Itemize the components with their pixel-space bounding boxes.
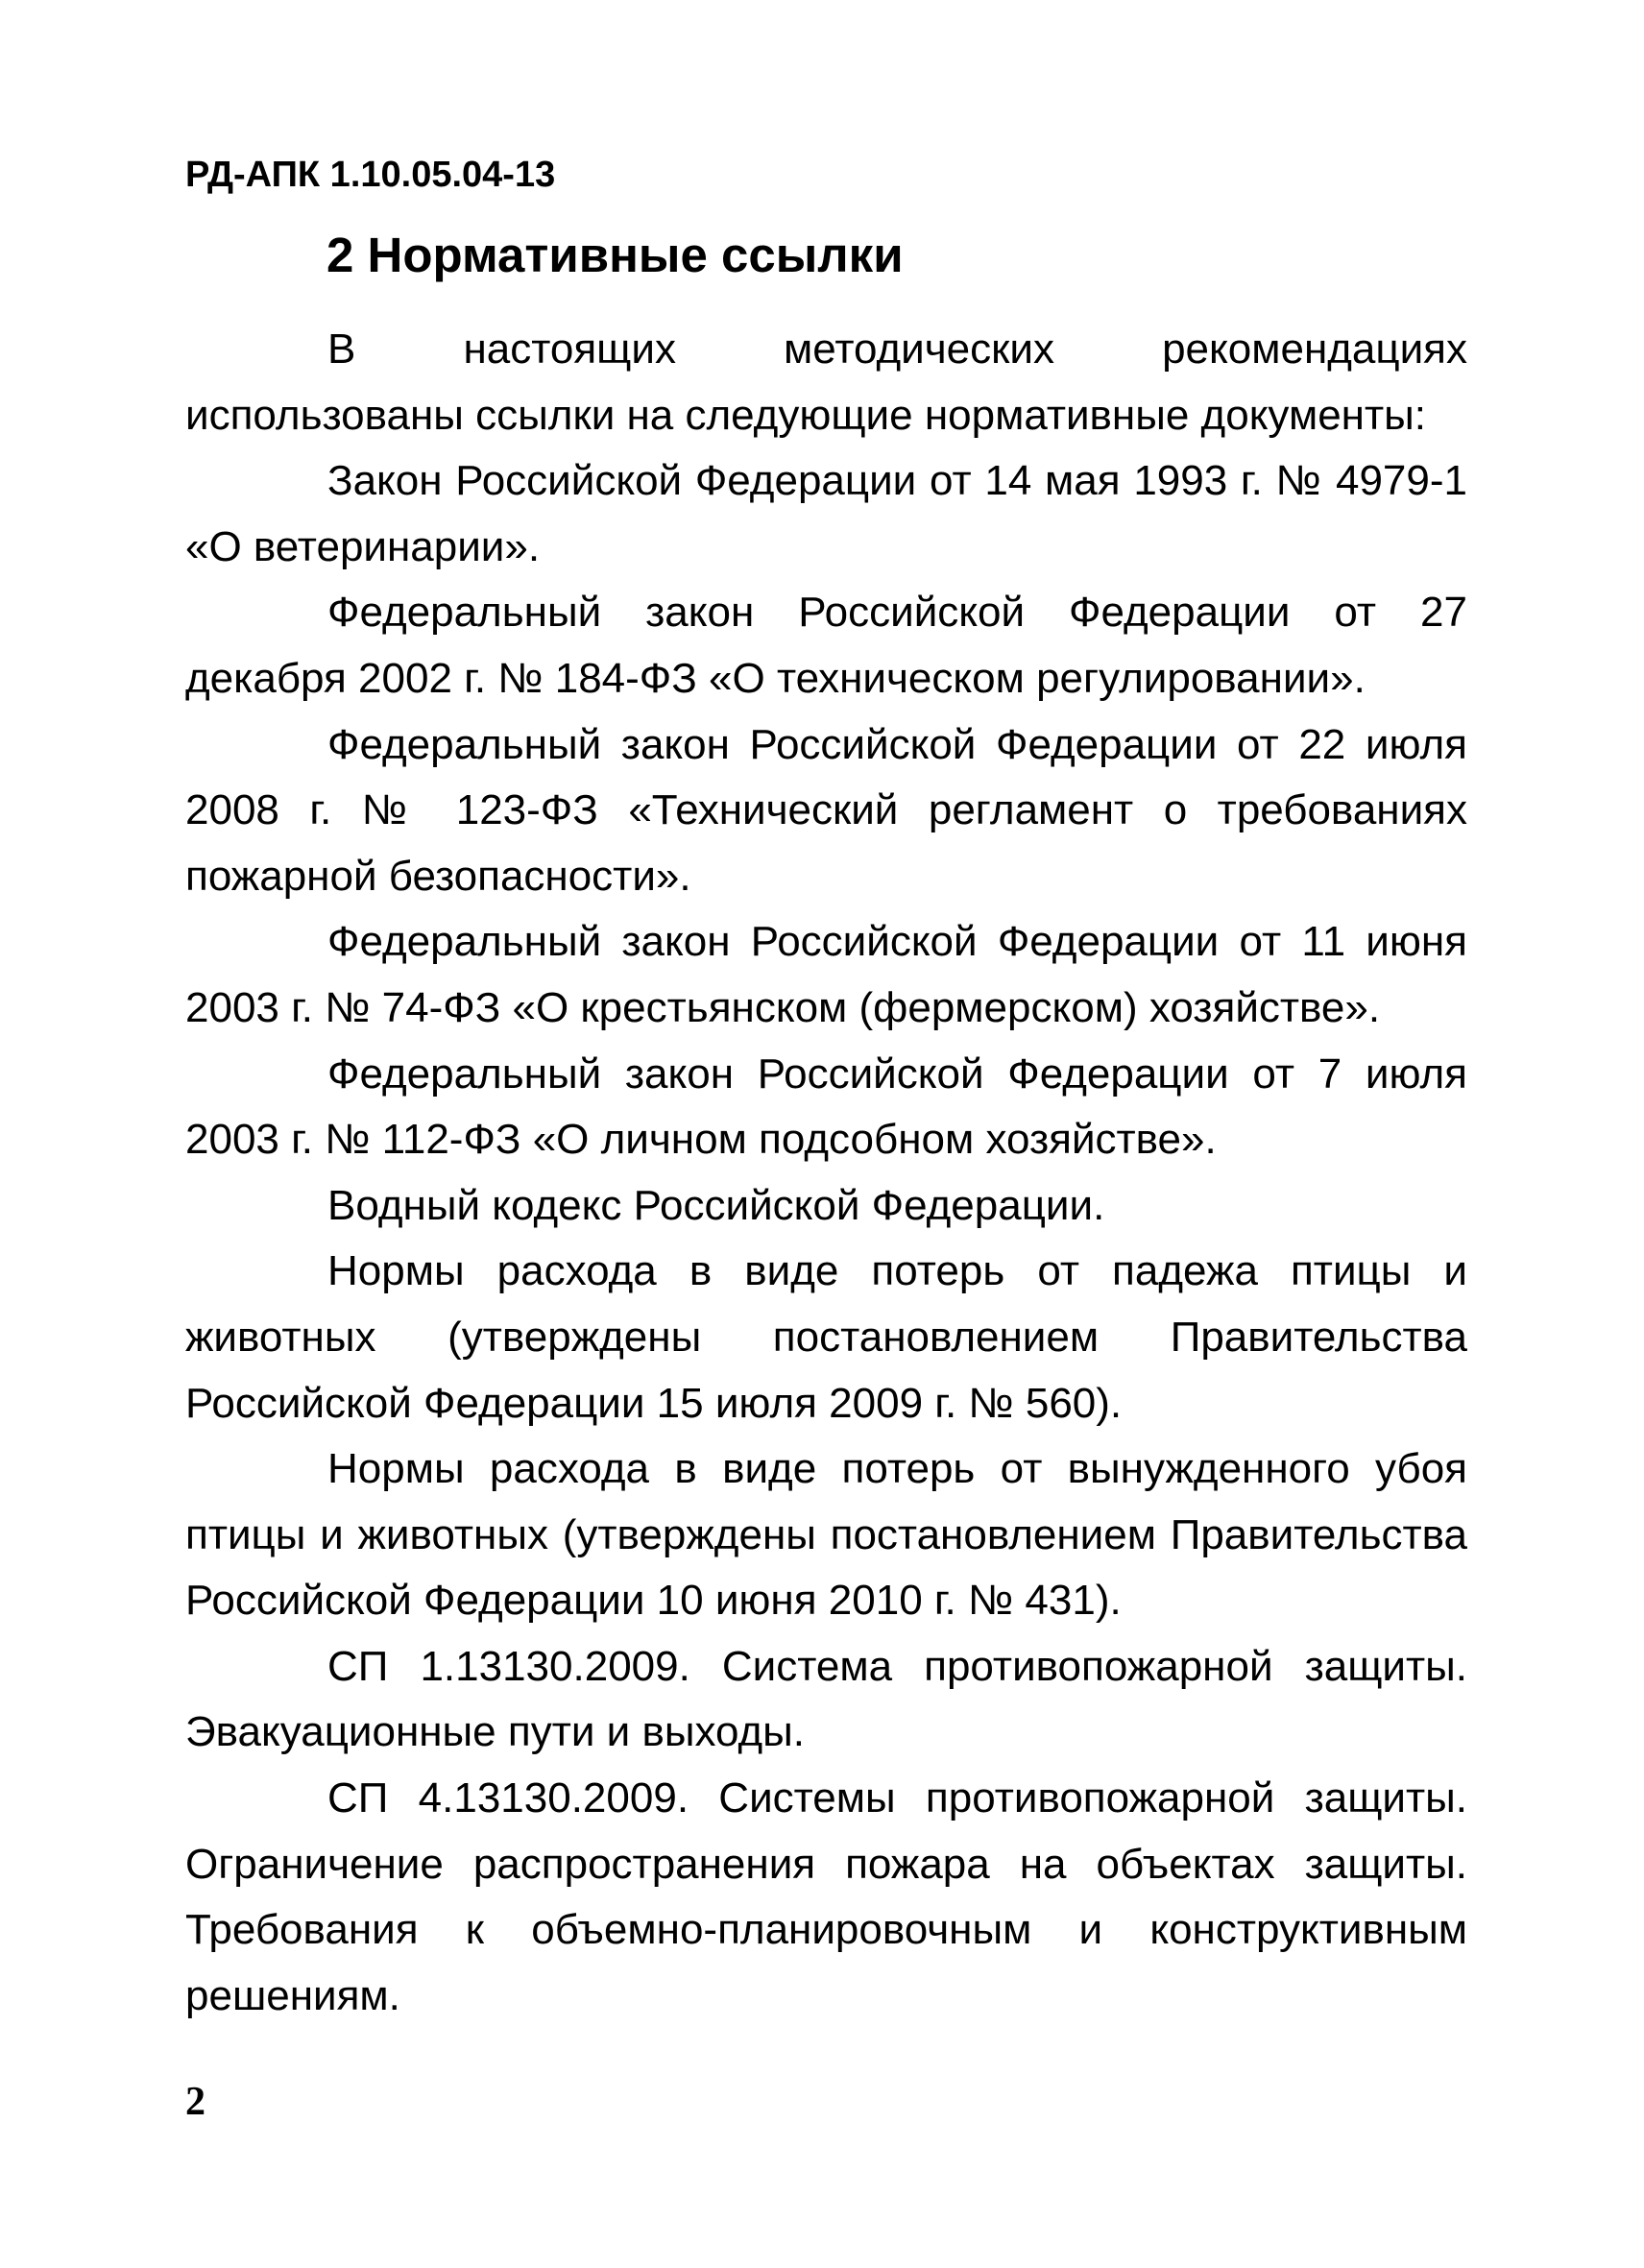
page-number: 2 [185, 2080, 206, 2124]
reference-item: Федеральный закон Российской Федерации от 22 июля 2008 г. № 123-ФЗ «Технический регламент о требованиях пожарной безопасности». [185, 720, 1467, 900]
reference-item: Нормы расхода в виде потерь от вынужденного убоя птицы и животных (утверждены постановлением Правительства Российской Федерации 10 июня 2010 г. № 431). [185, 1445, 1467, 1625]
reference-item: СП 4.13130.2009. Системы противопожарной защиты. Ограничение распространения пожара на объектах защиты. Требования к объемно-планировочным и конструктивным решениям. [185, 1774, 1467, 2019]
section-body [185, 317, 1467, 2029]
intro-paragraph: В настоящих методических рекомендациях использованы ссылки на следующие нормативные документы: [185, 326, 1467, 439]
reference-item: Федеральный закон Российской Федерации от 7 июля 2003 г. № 112-ФЗ «О личном подсобном хозяйстве». [185, 1050, 1467, 1164]
reference-item: Федеральный закон Российской Федерации от 11 июня 2003 г. № 74-ФЗ «О крестьянском (фермерском) хозяйстве». [185, 918, 1467, 1031]
reference-item: Водный кодекс Российской Федерации. [327, 1181, 1105, 1229]
reference-item: Закон Российской Федерации от 14 мая 1993 г. № 4979-1 «О ветеринарии». [185, 457, 1467, 570]
reference-item: Нормы расхода в виде потерь от падежа птицы и животных (утверждены постановлением Правительства Российской Федерации 15 июля 2009 г. № 560). [185, 1247, 1467, 1427]
reference-item: Федеральный закон Российской Федерации от 27 декабря 2002 г. № 184-ФЗ «О техническом регулировании». [185, 589, 1467, 702]
reference-item: СП 1.13130.2009. Система противопожарной защиты. Эвакуационные пути и выходы. [185, 1642, 1467, 1756]
document-code: РД-АПК 1.10.05.04-13 [185, 155, 556, 195]
section-title: 2 Нормативные ссылки [326, 228, 904, 282]
